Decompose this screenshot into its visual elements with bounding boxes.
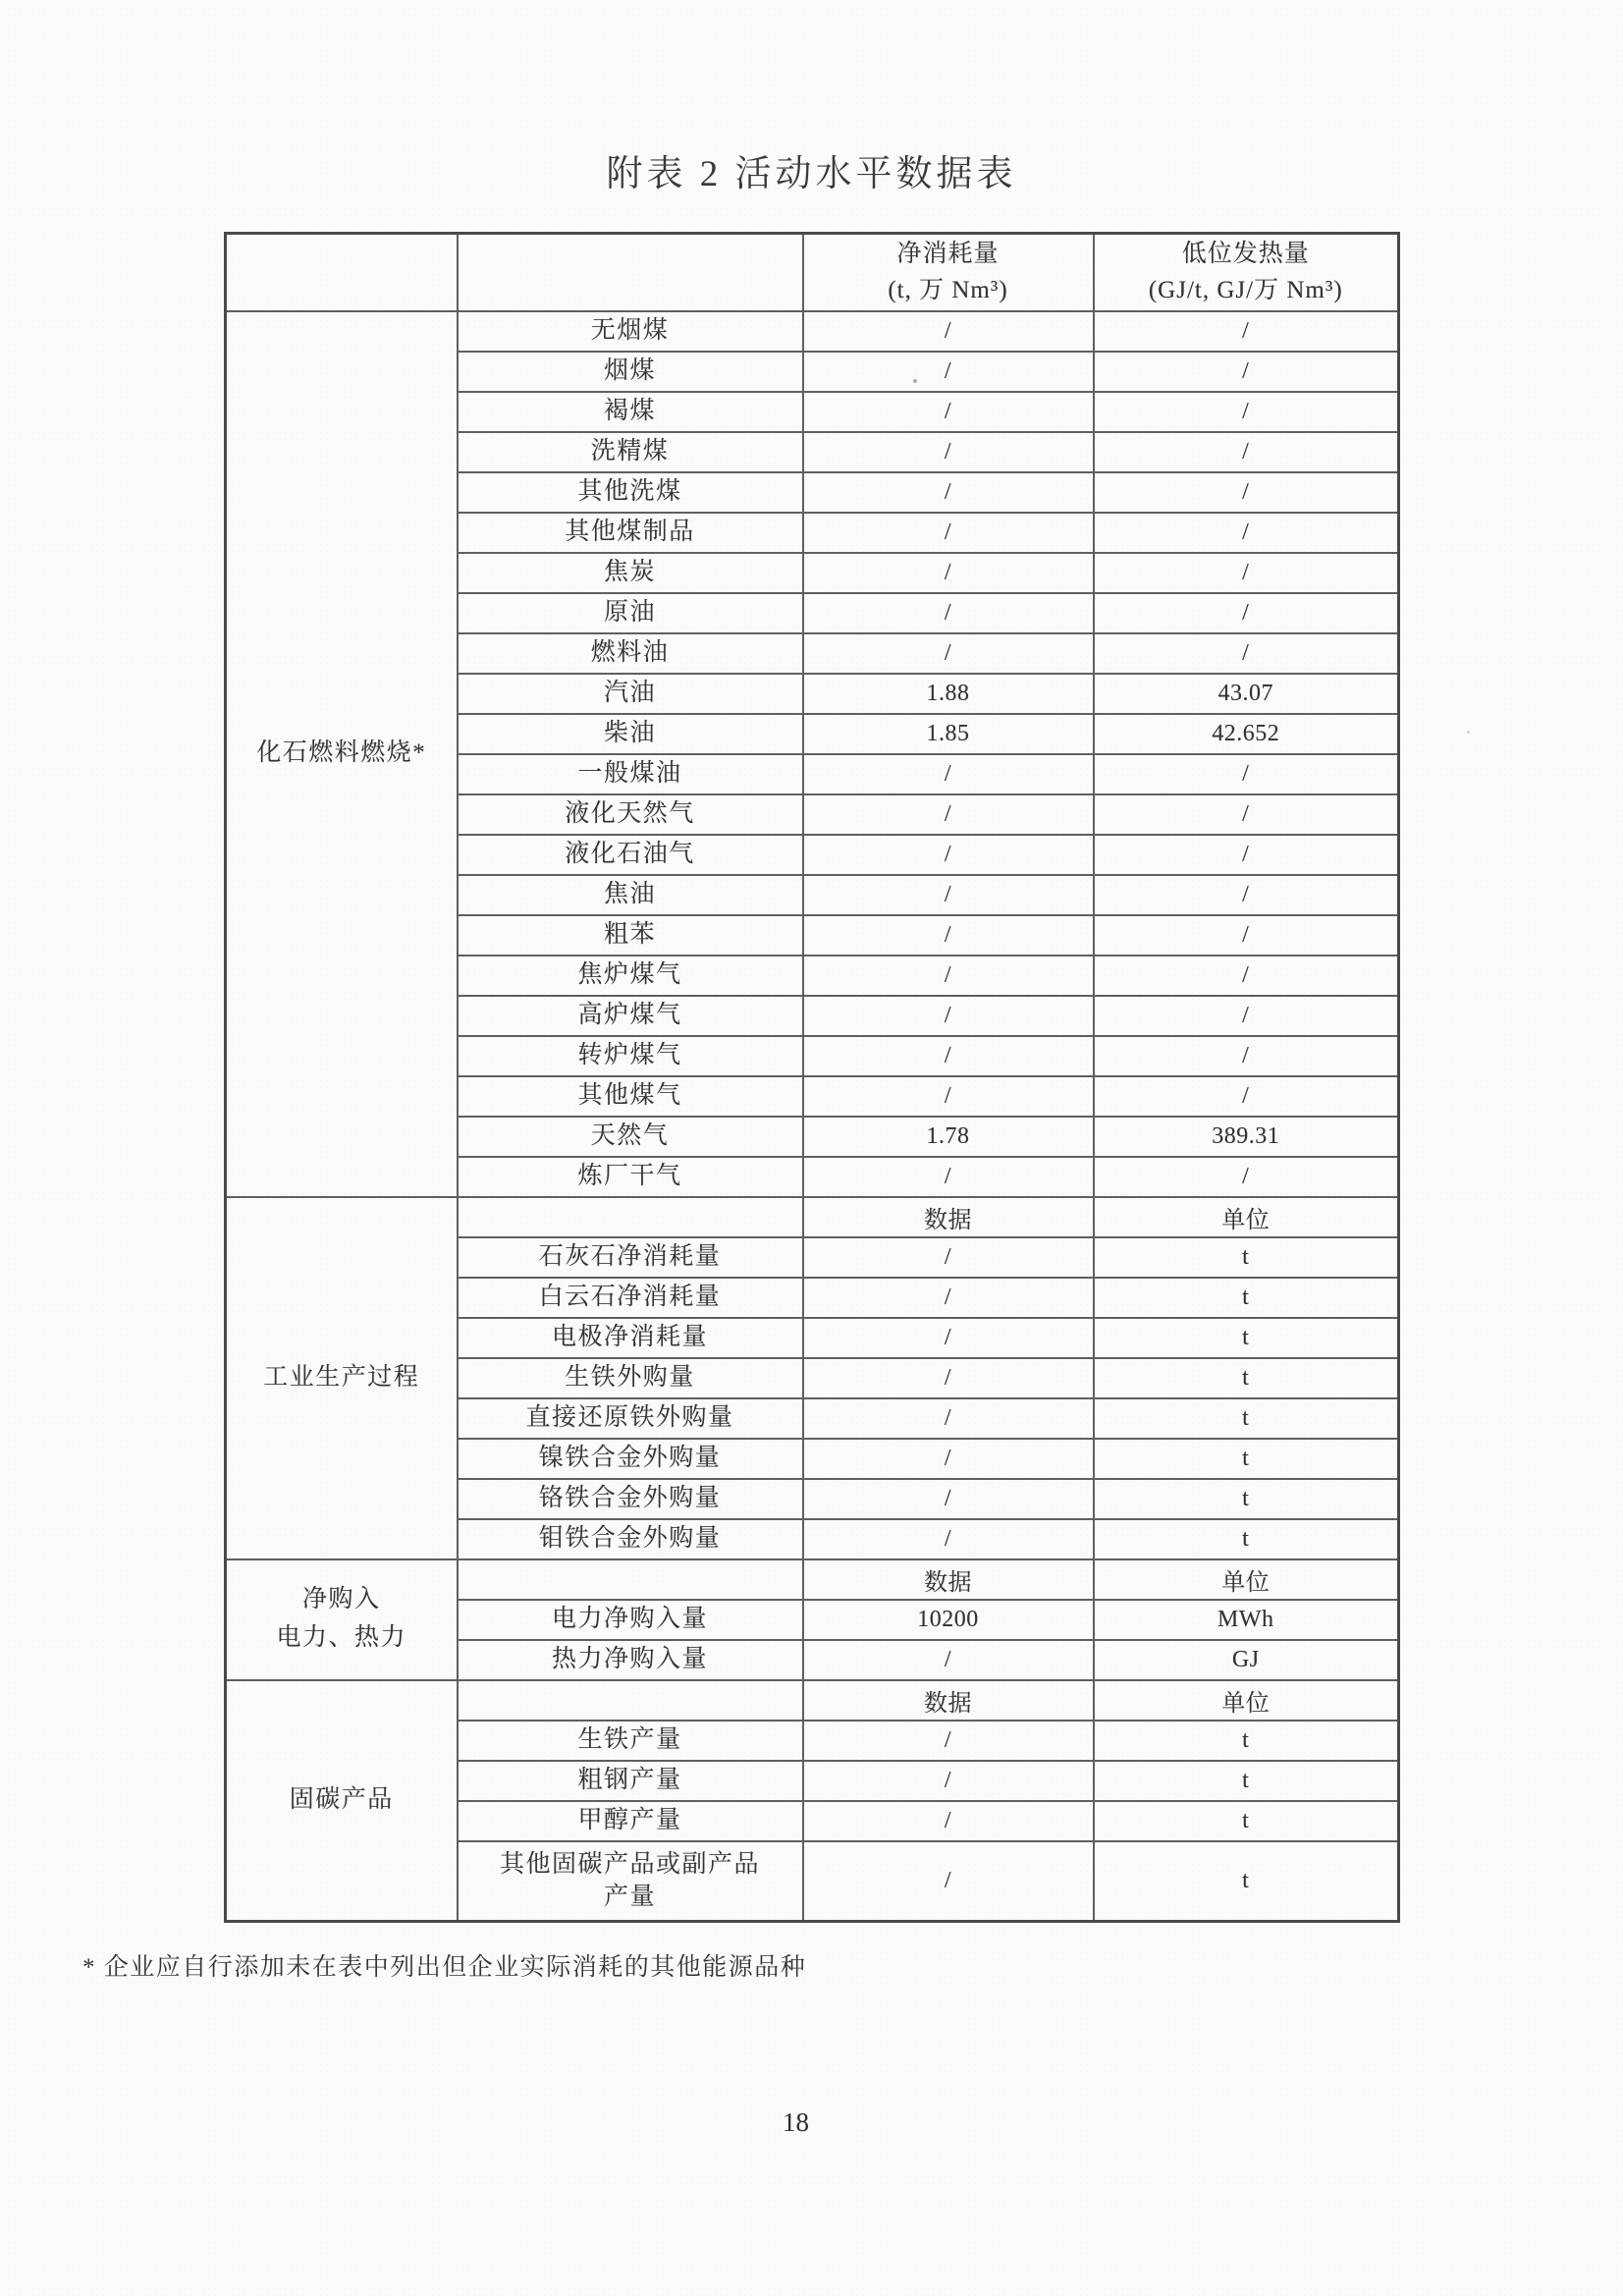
unit-cell: t [1094, 1358, 1399, 1398]
table-header-row [226, 234, 1399, 311]
item-name-cell: 白云石净消耗量 [458, 1278, 803, 1318]
item-name-cell: 铬铁合金外购量 [458, 1479, 803, 1519]
item-name-cell: 石灰石净消耗量 [458, 1237, 803, 1278]
item-name-cell: 生铁外购量 [458, 1358, 803, 1398]
subheader-unit-cell: 单位 [1094, 1197, 1399, 1237]
header-empty-cell-item [458, 234, 803, 311]
item-name-cell: 燃料油 [458, 633, 803, 674]
value-cell: / [803, 593, 1094, 633]
value-cell: / [803, 1801, 1094, 1841]
item-name-cell: 其他洗煤 [458, 472, 803, 513]
value-cell: / [803, 1358, 1094, 1398]
item-name-cell: 焦油 [458, 875, 803, 915]
item-name-cell: 生铁产量 [458, 1721, 803, 1761]
activity-level-data-table [224, 232, 1400, 1923]
unit-cell: t [1094, 1278, 1399, 1318]
unit-cell: t [1094, 1761, 1399, 1801]
section-subheader-row [226, 1680, 1399, 1721]
unit-cell: / [1094, 875, 1399, 915]
value-cell: / [803, 996, 1094, 1036]
unit-cell: / [1094, 392, 1399, 432]
item-name-cell: 电极净消耗量 [458, 1318, 803, 1358]
item-name-cell: 粗苯 [458, 915, 803, 956]
header-empty-cell-category [226, 234, 458, 311]
unit-cell: / [1094, 633, 1399, 674]
item-name-cell: 钼铁合金外购量 [458, 1519, 803, 1559]
scan-speck [1467, 731, 1470, 734]
subheader-data-cell: 数据 [803, 1197, 1094, 1237]
value-cell: / [803, 1519, 1094, 1559]
value-cell: / [803, 1640, 1094, 1680]
unit-cell: / [1094, 513, 1399, 553]
unit-cell: / [1094, 956, 1399, 996]
subheader-data-cell: 数据 [803, 1680, 1094, 1721]
value-cell: / [803, 794, 1094, 835]
value-cell: 1.85 [803, 714, 1094, 754]
subheader-empty-cell [458, 1197, 803, 1237]
section-label-cell: 净购入 电力、热力 [226, 1559, 458, 1680]
table-row [226, 311, 1399, 352]
unit-cell: / [1094, 754, 1399, 794]
item-name-cell: 烟煤 [458, 352, 803, 392]
unit-cell: / [1094, 472, 1399, 513]
item-name-cell: 液化石油气 [458, 835, 803, 875]
unit-cell: / [1094, 311, 1399, 352]
section-subheader-row [226, 1559, 1399, 1600]
value-cell: / [803, 553, 1094, 593]
value-cell: / [803, 1076, 1094, 1117]
page-number: 18 [783, 2107, 809, 2137]
subheader-unit-cell: 单位 [1094, 1559, 1399, 1600]
unit-cell: / [1094, 996, 1399, 1036]
footnote: * 企业应自行添加未在表中列出但企业实际消耗的其他能源品种 [82, 1954, 807, 1981]
unit-cell: / [1094, 1157, 1399, 1197]
value-cell: / [803, 472, 1094, 513]
subheader-data-cell: 数据 [803, 1559, 1094, 1600]
value-cell: / [803, 1278, 1094, 1318]
scan-speck [913, 379, 917, 383]
item-name-cell: 其他煤气 [458, 1076, 803, 1117]
value-cell: 1.78 [803, 1117, 1094, 1157]
item-name-cell: 焦炉煤气 [458, 956, 803, 996]
unit-cell: 42.652 [1094, 714, 1399, 754]
unit-cell: / [1094, 553, 1399, 593]
item-name-cell: 一般煤油 [458, 754, 803, 794]
value-cell: / [803, 835, 1094, 875]
unit-cell: / [1094, 352, 1399, 392]
value-cell: / [803, 1479, 1094, 1519]
unit-cell: t [1094, 1721, 1399, 1761]
net-consumption-unit: (t, 万 Nm³) [888, 277, 1008, 304]
item-name-cell: 甲醇产量 [458, 1801, 803, 1841]
subheader-unit-cell: 单位 [1094, 1680, 1399, 1721]
section-label-cell: 工业生产过程 [226, 1197, 458, 1559]
value-cell: / [803, 875, 1094, 915]
value-cell: / [803, 956, 1094, 996]
value-cell: / [803, 1157, 1094, 1197]
value-cell: / [803, 432, 1094, 472]
item-name-cell: 高炉煤气 [458, 996, 803, 1036]
subheader-empty-cell [458, 1559, 803, 1600]
unit-cell: / [1094, 1036, 1399, 1076]
unit-cell: t [1094, 1318, 1399, 1358]
unit-cell: / [1094, 432, 1399, 472]
item-name-cell: 无烟煤 [458, 311, 803, 352]
item-name-cell: 热力净购入量 [458, 1640, 803, 1680]
value-cell: / [803, 1721, 1094, 1761]
unit-cell: / [1094, 915, 1399, 956]
value-cell: / [803, 392, 1094, 432]
net-consumption-label: 净消耗量 [896, 240, 1000, 267]
unit-cell: GJ [1094, 1640, 1399, 1680]
heating-value-label: 低位发热量 [1181, 240, 1310, 267]
value-cell: / [803, 513, 1094, 553]
value-cell: / [803, 1761, 1094, 1801]
item-name-cell: 其他煤制品 [458, 513, 803, 553]
unit-cell: / [1094, 1076, 1399, 1117]
item-name-cell: 其他固碳产品或副产品 产量 [458, 1841, 803, 1922]
unit-cell: t [1094, 1479, 1399, 1519]
table-body [226, 311, 1399, 1922]
unit-cell: t [1094, 1237, 1399, 1278]
value-cell: 10200 [803, 1600, 1094, 1640]
value-cell: / [803, 1318, 1094, 1358]
item-name-cell: 焦炭 [458, 553, 803, 593]
item-name-cell: 褐煤 [458, 392, 803, 432]
value-cell: / [803, 1237, 1094, 1278]
value-cell: / [803, 1439, 1094, 1479]
item-name-cell: 天然气 [458, 1117, 803, 1157]
subheader-empty-cell [458, 1680, 803, 1721]
value-cell: / [803, 1841, 1094, 1922]
item-name-cell: 直接还原铁外购量 [458, 1398, 803, 1439]
column-header-heating-value [1094, 234, 1399, 311]
unit-cell: 43.07 [1094, 674, 1399, 714]
value-cell: / [803, 1398, 1094, 1439]
value-cell: / [803, 915, 1094, 956]
unit-cell: t [1094, 1801, 1399, 1841]
item-name-cell: 原油 [458, 593, 803, 633]
unit-cell: t [1094, 1519, 1399, 1559]
item-name-cell: 洗精煤 [458, 432, 803, 472]
page-title: 附表 2 活动水平数据表 [606, 154, 1017, 194]
unit-cell: MWh [1094, 1600, 1399, 1640]
unit-cell: 389.31 [1094, 1117, 1399, 1157]
unit-cell: / [1094, 794, 1399, 835]
unit-cell: t [1094, 1439, 1399, 1479]
value-cell: / [803, 754, 1094, 794]
unit-cell: / [1094, 835, 1399, 875]
item-name-cell: 汽油 [458, 674, 803, 714]
item-name-cell: 粗钢产量 [458, 1761, 803, 1801]
value-cell: / [803, 633, 1094, 674]
item-name-cell: 液化天然气 [458, 794, 803, 835]
unit-cell: t [1094, 1841, 1399, 1922]
item-name-cell: 转炉煤气 [458, 1036, 803, 1076]
unit-cell: / [1094, 593, 1399, 633]
item-name-cell: 镍铁合金外购量 [458, 1439, 803, 1479]
section-label-cell: 固碳产品 [226, 1680, 458, 1922]
value-cell: / [803, 352, 1094, 392]
unit-cell: t [1094, 1398, 1399, 1439]
item-name-cell: 柴油 [458, 714, 803, 754]
value-cell: / [803, 1036, 1094, 1076]
column-header-net-consumption [803, 234, 1094, 311]
item-name-cell: 电力净购入量 [458, 1600, 803, 1640]
section-subheader-row [226, 1197, 1399, 1237]
item-name-cell: 炼厂干气 [458, 1157, 803, 1197]
section-label-cell: 化石燃料燃烧* [226, 311, 458, 1197]
value-cell: 1.88 [803, 674, 1094, 714]
value-cell: / [803, 311, 1094, 352]
heating-value-unit: (GJ/t, GJ/万 Nm³) [1148, 277, 1343, 304]
